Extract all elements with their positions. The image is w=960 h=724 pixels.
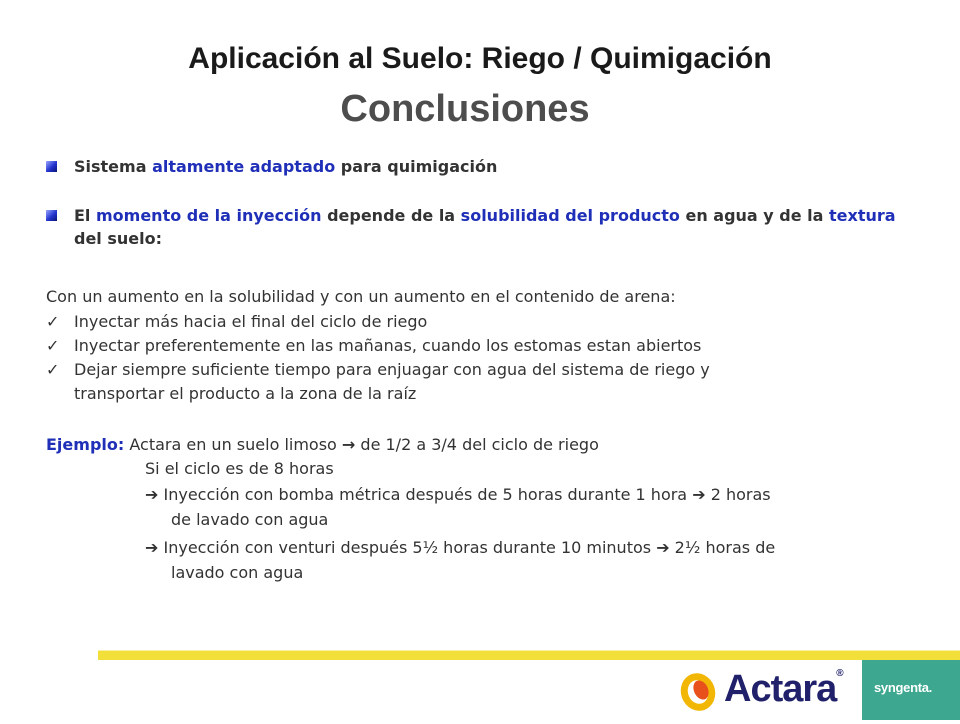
arrow-right-icon: ➔ [145, 538, 159, 557]
arrow-right-icon: → [341, 435, 356, 454]
bullet-text: Sistema altamente adaptado para quimigación [74, 157, 498, 176]
example-cycle: Si el ciclo es de 8 horas [145, 459, 334, 478]
arrow-right-icon: ➔ [145, 485, 159, 504]
syngenta-logo: syngenta. [862, 660, 960, 720]
arrow-right-icon: ➔ [656, 538, 670, 557]
footer-bar [98, 651, 960, 660]
bullet-square-icon [46, 161, 57, 172]
check-item: ✓ Inyectar más hacia el final del ciclo de riego [46, 310, 427, 334]
checkmark-icon: ✓ [46, 336, 60, 355]
arrow-right-icon: ➔ [692, 485, 706, 504]
example-option-2: ➔ Inyección con venturi después 5½ horas durante 10 minutos ➔ 2½ horas de [145, 538, 776, 557]
check-item-continuation: transportar el producto a la zona de la raíz [74, 384, 417, 403]
slide-title: Aplicación al Suelo: Riego / Quimigación [188, 42, 772, 75]
example-option-1: ➔ Inyección con bomba métrica después de 5 horas durante 1 hora ➔ 2 horas [145, 485, 771, 504]
actara-wordmark: Actara® [724, 668, 843, 710]
bullet-system [46, 155, 914, 178]
checkmark-icon: ✓ [46, 312, 60, 331]
slide-subtitle: Conclusiones [340, 88, 590, 130]
checkmark-icon: ✓ [46, 360, 60, 379]
example-label: Ejemplo: [46, 435, 125, 454]
intro-text: Con un aumento en la solubilidad y con un aumento en el contenido de arena: [46, 287, 676, 306]
actara-logo [676, 664, 856, 720]
actara-swirl-icon [676, 664, 724, 720]
example-option-2-continuation: lavado con agua [171, 563, 304, 582]
example-line: Ejemplo: Actara en un suelo limoso → de 1/2 a 3/4 del ciclo de riego [46, 435, 599, 454]
bullet-injection-timing [46, 204, 914, 250]
check-item: ✓ Dejar siempre suficiente tiempo para enjuagar con agua del sistema de riego y [46, 358, 710, 382]
check-item: ✓ Inyectar preferentemente en las mañanas, cuando los estomas estan abiertos [46, 334, 701, 358]
example-option-1-continuation: de lavado con agua [171, 510, 329, 529]
bullet-square-icon [46, 210, 57, 221]
bullet-text: El momento de la inyección depende de la solubilidad del producto en agua y de la textura del suelo: [74, 206, 896, 248]
